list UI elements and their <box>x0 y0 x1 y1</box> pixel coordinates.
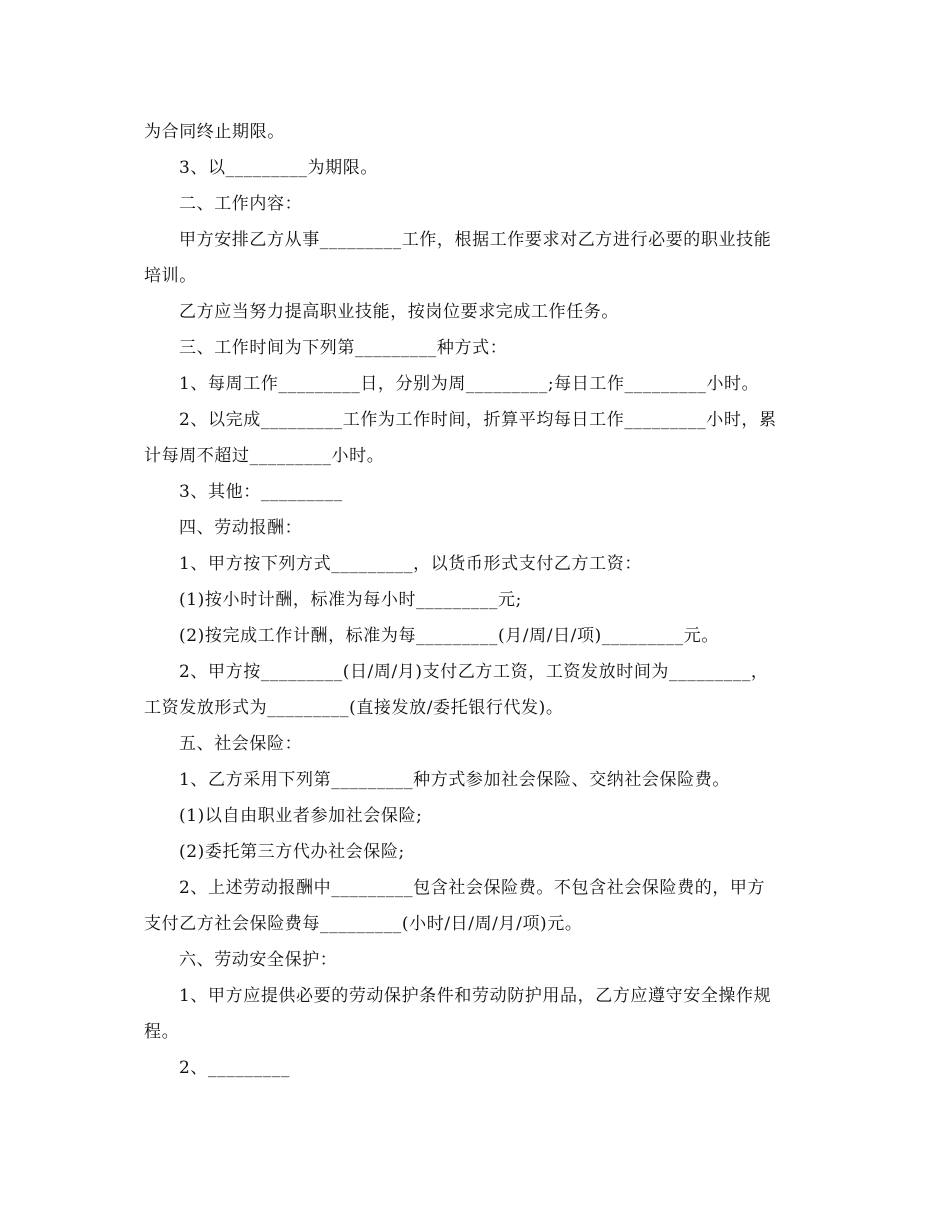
text-line: 1、每周工作_________日，分别为周_________;每日工作_________小时。 <box>179 374 760 394</box>
section-heading: 三、工作时间为下列第_________种方式： <box>179 338 508 358</box>
text-line: 程。 <box>144 1022 180 1042</box>
text-line: 2、以完成_________工作为工作时间，折算平均每日工作_________小时，累 <box>179 410 777 430</box>
text-line: 甲方安排乙方从事_________工作，根据工作要求对乙方进行必要的职业技能 <box>179 230 772 250</box>
text-line: 1、甲方按下列方式_________，以货币形式支付乙方工资： <box>179 554 642 574</box>
text-line: (2)按完成工作计酬，标准为每_________(月/周/日/项)_________元。 <box>179 626 719 646</box>
text-line: (2)委托第三方代办社会保险; <box>179 842 405 862</box>
text-line: (1)以自由职业者参加社会保险; <box>179 806 423 826</box>
text-line: 2、_________ <box>179 1058 290 1078</box>
document-body <box>144 114 808 1086</box>
text-line: 2、上述劳动报酬中_________包含社会保险费。不包含社会保险费的，甲方 <box>179 878 766 898</box>
text-line: 1、乙方采用下列第_________种方式参加社会保险、交纳社会保险费。 <box>179 770 730 790</box>
text-line: 1、甲方应提供必要的劳动保护条件和劳动防护用品，乙方应遵守安全操作规 <box>179 986 772 1006</box>
text-line: 计每周不超过_________小时。 <box>144 446 385 466</box>
text-line: 培训。 <box>144 266 197 286</box>
text-line: 3、以_________为期限。 <box>179 158 378 178</box>
section-heading: 六、劳动安全保护： <box>179 950 338 970</box>
text-line: 乙方应当努力提高职业技能，按岗位要求完成工作任务。 <box>179 302 619 322</box>
text-line: 2、甲方按_________(日/周/月)支付乙方工资，工资发放时间为_________， <box>179 662 769 682</box>
text-line: (1)按小时计酬，标准为每小时_________元; <box>179 590 522 610</box>
section-heading: 四、劳动报酬： <box>179 518 303 538</box>
text-line: 3、其他：_________ <box>179 482 343 502</box>
section-heading: 五、社会保险： <box>179 734 303 754</box>
text-line: 支付乙方社会保险费每_________(小时/日/周/月/项)元。 <box>144 914 583 934</box>
text-line: 工资发放形式为_________(直接发放/委托银行代发)。 <box>144 698 564 718</box>
section-heading: 二、工作内容： <box>179 194 303 214</box>
text-line: 为合同终止期限。 <box>144 122 285 142</box>
